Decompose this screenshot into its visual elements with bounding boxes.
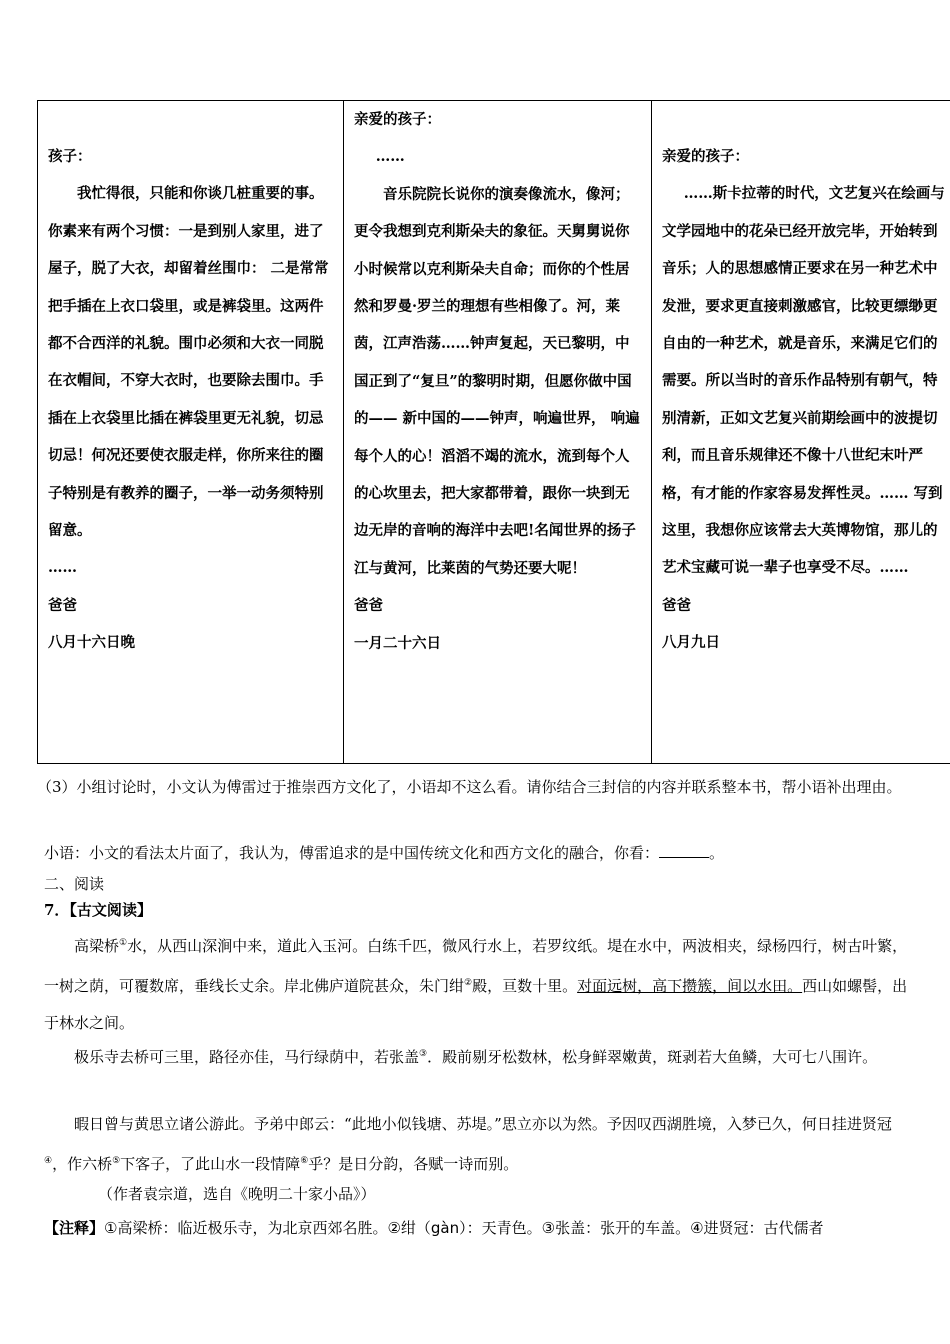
letter-1-signature: 爸爸 bbox=[48, 596, 77, 614]
para3-text-d: 乎？是日分韵，各赋一诗而别。 bbox=[308, 1155, 519, 1173]
note-ref-6: ⑥ bbox=[300, 1156, 309, 1166]
note-ref-1: ① bbox=[119, 938, 128, 948]
letter-1-body: 我忙得很，只能和你谈几桩重要的事。你素来有两个习惯：一是到别人家里，进了屋子，脱了大衣，却留着丝围巾： 二是常常把手插在上衣口袋里，或是裤袋里。这两件都不合西洋的礼貌。围巾必须和大衣一同脱在衣帽间，不穿大衣时，也要除去围巾。手插在上衣袋里比插在裤袋里更无礼貌，切忌切忌！何况还要使衣服走样，你所来往的圈子特别是有教养的圈子，一举一动务须特别留意。 bbox=[48, 185, 329, 540]
para2-text-a: 极乐寺去桥可三里，路径亦佳，马行绿荫中，若张盖 bbox=[74, 1048, 420, 1066]
question-7-title: 7．【古文阅读】 bbox=[44, 901, 152, 919]
letter-2-greeting: 亲爱的孩子： bbox=[354, 111, 441, 128]
letters-table bbox=[37, 100, 950, 764]
para3-text-a: 暇日曾与黄思立诸公游此。予弟中郎云：“此地小似钱塘、苏堤。”思立亦以为然。予因叹西湖胜境，入梦已久，何日挂进贤冠 bbox=[74, 1115, 892, 1133]
letter-3-body: ……斯卡拉蒂的时代，文艺复兴在绘画与文学园地中的花朵已经开放完毕，开始转到音乐；人的思想感情正要求在另一种艺术中发泄，要求更直接刺激感官，比较更缥缈更自由的一种艺术，就是音乐，来满足它们的需要。所以当时的音乐作品特别有朝气，特别清新，正如文艺复兴前期绘画中的波提切利，而且音乐规律还不像十八世纪末叶严格，有才能的作家容易发挥性灵。…… 写到这里，我想你应该常去大英博物馆，那儿的艺术宝藏可说一辈子也享受不尽。…… bbox=[662, 185, 945, 577]
letter-2-body: 音乐院院长说你的演奏像流水，像河；更令我想到克利斯朵夫的象征。天舅舅说你小时候常以克利斯朵夫自命；而你的个性居然和罗曼·罗兰的理想有些相像了。河，莱茵，江声浩荡……钟声复起，天已黎明，中国正到了“复旦”的黎明时期，但愿你做中国的—— 新中国的——钟声，响遍世界， 响遍每个人的心！滔滔不竭的流水，流到每个人的心坎里去，把大家都带着，跟你一块到无边无岸的音响的海洋中去吧!名闻世界的扬子江与黄河，比莱茵的气势还要大呢！ bbox=[354, 185, 640, 577]
para1-text-b: 水，从西山深涧中来，道此入玉河。白练千匹，微风行水上，若罗纹纸。堤在水中，两波相夹，绿杨四行，树古叶繁，一树之荫，可覆数席，垂线长丈余。岸北佛庐道院甚众，朱门绀 bbox=[44, 937, 908, 995]
letter-3-signature: 爸爸 bbox=[662, 596, 691, 614]
letter-1-cell bbox=[38, 101, 344, 764]
letter-1-ellipsis: …… bbox=[48, 559, 77, 577]
letter-1-date: 八月十六日晚 bbox=[48, 634, 135, 652]
notes-label: 【注释】 bbox=[44, 1219, 105, 1237]
letter-2-date: 一月二十六日 bbox=[354, 634, 441, 652]
notes-text: ①高梁桥：临近极乐寺，为北京西郊名胜。②绀（gàn）：天青色。③张盖：张开的车盖。④进贤冠：古代儒者 bbox=[104, 1219, 824, 1237]
answer-blank[interactable] bbox=[659, 843, 709, 858]
underlined-sentence: 对面远树，高下攒簇，间以水田。 bbox=[577, 977, 803, 995]
notes-line bbox=[44, 1213, 910, 1243]
section-heading: 二、阅读 bbox=[44, 875, 105, 893]
letter-3-cell bbox=[652, 101, 950, 764]
note-ref-4: ④ bbox=[44, 1156, 53, 1166]
para1-text-d: 西山如螺髻，出于林水之间。 bbox=[44, 977, 908, 1032]
letter-2-cell bbox=[344, 101, 652, 764]
para1-text-c: 殿，亘数十里。 bbox=[472, 977, 578, 995]
ancient-para-2 bbox=[44, 1036, 910, 1076]
answer-prefix: 小语：小文的看法太片面了，我认为，傅雷追求的是中国传统文化和西方文化的融合，你看： bbox=[44, 844, 660, 862]
note-ref-2: ② bbox=[464, 978, 473, 988]
letter-3-greeting: 亲爱的孩子： bbox=[662, 148, 749, 165]
ancient-para-3 bbox=[44, 1106, 910, 1183]
para1-text-a: 高梁桥 bbox=[74, 937, 120, 955]
letter-2-signature: 爸爸 bbox=[354, 597, 383, 615]
letter-1-greeting: 孩子： bbox=[48, 148, 92, 165]
note-ref-3: ③ bbox=[419, 1049, 428, 1059]
answer-suffix: 。 bbox=[709, 844, 725, 862]
answer-line bbox=[44, 838, 724, 868]
para3-text-c: 下客子，了此山水一段情障 bbox=[120, 1155, 301, 1173]
para2-text-b: ．殿前剔牙松数林，松身鲜翠嫩黄，斑剥若大鱼鳞，大可七八围许。 bbox=[427, 1048, 878, 1066]
para3-text-b: ，作六桥 bbox=[52, 1155, 113, 1173]
letter-3-date: 八月九日 bbox=[662, 634, 720, 652]
letter-2-ellipsis: …… bbox=[375, 148, 405, 166]
source-line: （作者袁宗道，选自《晚明二十家小品》） bbox=[98, 1185, 376, 1203]
note-ref-5: ⑤ bbox=[112, 1156, 121, 1166]
ancient-para-1 bbox=[44, 925, 910, 1042]
question-3: （3）小组讨论时，小文认为傅雷过于推崇西方文化了，小语却不这么看。请你结合三封信的内容并联系整本书，帮小语补出理由。 bbox=[37, 778, 902, 796]
